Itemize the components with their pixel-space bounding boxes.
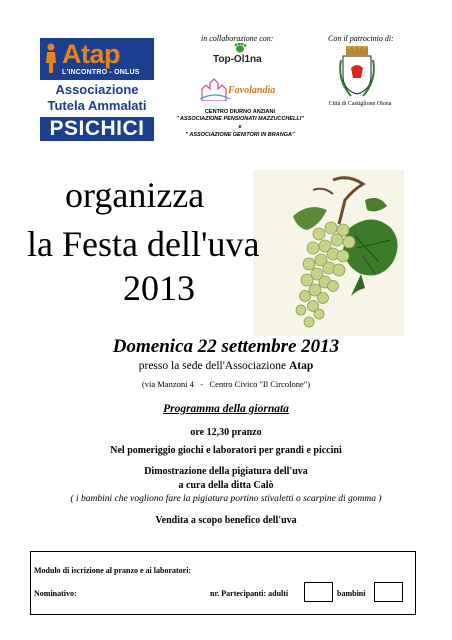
collab-line-pensionati: " ASSOCIAZIONE PENSIONATI MAZZUCCHELLI" [176,116,304,122]
patron-label: Con il patrocinio di: [328,34,394,43]
event-venue-prefix: presso la sede dell'Associazione [138,360,289,372]
adults-count-box[interactable] [304,582,333,602]
atap-line-psichici: PSICHICI [40,117,154,141]
program-demo-note: ( i bambini che vogliono fare la pigiatura portino stivaletti o scarpine di gomma ) [70,494,382,504]
collab-label: in collaborazione con: [201,34,274,43]
atap-logo [40,38,154,142]
favolandia-name: Favolandia [228,85,276,96]
top-olona-name: Top-Ol1na [213,54,262,65]
program-lunch: ore 12,30 pranzo [190,427,262,438]
program-sale: Vendita a scopo benefico dell'uva [155,515,297,526]
form-adults-label: nr. Partecipanti: adulti [210,589,289,598]
event-address: (via Manzoni 4 - Centro Civico "Il Circolone") [141,379,311,389]
grape-illustration [253,170,404,336]
event-venue [0,360,452,372]
event-venue-name: Atap [288,360,314,372]
program-afternoon: Nel pomeriggio giochi e laboratori per grandi e piccini [110,445,342,456]
grape-bunch-icon [253,170,404,336]
coat-of-arms-icon [337,46,377,100]
person-figure-icon [44,43,58,73]
form-title: Modulo di iscrizione al pranzo e ai laboratori: [34,566,192,575]
atap-line-tutela: Tutela Ammalati [47,98,147,113]
title-year: 2013 [123,268,195,308]
program-heading: Programma della giornata [163,403,289,415]
atap-subtitle: L'INCONTRO - ONLUS [62,69,140,76]
footprint-icon [233,43,247,53]
title-organizza: organizza [65,175,205,215]
patron-city: Città di Castiglione Olona [328,101,392,107]
castle-icon [200,77,230,101]
atap-name: Atap [62,39,120,69]
form-children-label: bambini [337,589,366,598]
program-demo-line2: a cura della ditta Calò [178,480,274,491]
form-name-label: Nominativo: [34,589,77,598]
top-olona-logo [213,45,273,65]
collab-line-e: e [238,124,242,130]
favolandia-logo [200,75,275,103]
collab-line-centro: CENTRO DIURNO ANZIANI [204,109,276,115]
atap-logo-banner [40,38,154,80]
event-date: Domenica 22 settembre 2013 [112,336,340,357]
registration-form [30,551,416,615]
title-festa: la Festa dell'uva [27,224,260,264]
children-count-box[interactable] [374,582,403,602]
program-demo-line1: Dimostrazione della pigiatura dell'uva [144,466,308,477]
atap-line-associazione: Associazione [55,82,139,97]
collab-line-genitori: " ASSOCIAZIONE GENITORI IN BRANGA" [185,132,295,138]
